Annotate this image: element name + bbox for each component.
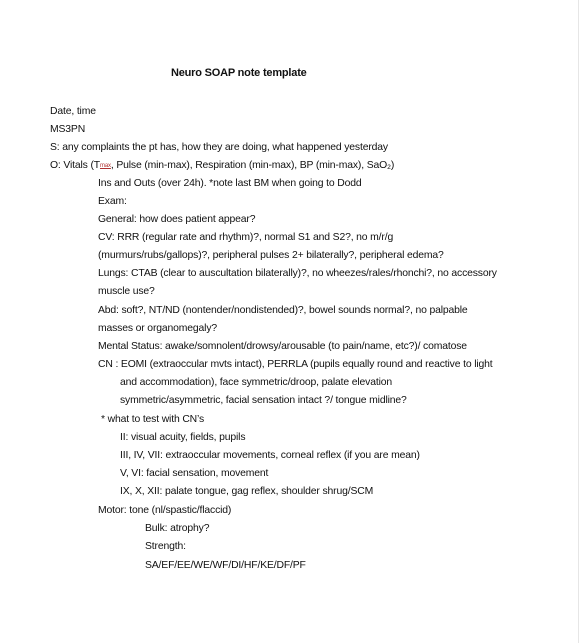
line-what-to-test: * what to test with CN’s	[101, 414, 205, 425]
line-ms3pn: MS3PN	[50, 124, 86, 135]
line-cn-ix-x-xii: IX, X, XII: palate tongue, gag reflex, shoulder shrug/SCM	[120, 486, 374, 497]
line-cn-2: and accommodation), face symmetric/droop, palate elevation	[120, 377, 392, 388]
vitals-tmax-subscript: max	[99, 163, 111, 169]
line-motor: Motor: tone (nl/spastic/flaccid)	[98, 505, 232, 516]
line-ins-outs: Ins and Outs (over 24h). *note last BM when going to Dodd	[98, 178, 362, 189]
line-cn-iii-iv-vii: III, IV, VII: extraoccular movements, corneal reflex (if you are mean)	[120, 450, 420, 461]
line-cv-1: CV: RRR (regular rate and rhythm)?, normal S1 and S2?, no m/r/g	[98, 232, 394, 243]
line-abd-1: Abd: soft?, NT/ND (nontender/nondistended)?, bowel sounds normal?, no palpable	[98, 305, 468, 316]
document-title: Neuro SOAP note template	[171, 67, 307, 79]
vitals-text-end: , Pulse (min-max), Respiration (min-max), BP (min-max), SaO₂)	[110, 160, 395, 171]
line-strength-list: SA/EF/EE/WE/WF/DI/HF/KE/DF/PF	[145, 560, 306, 571]
line-exam: Exam:	[98, 196, 127, 207]
line-lungs-1: Lungs: CTAB (clear to auscultation bilaterally)?, no wheezes/rales/rhonchi?, no accessory	[98, 268, 497, 279]
line-cn-3: symmetric/asymmetric, facial sensation intact ?/ tongue midline?	[120, 395, 407, 406]
line-strength: Strength:	[145, 541, 186, 552]
vitals-text-start: O: Vitals (T	[50, 160, 100, 171]
line-vitals	[50, 159, 394, 173]
line-date-time: Date, time	[50, 106, 96, 117]
line-cn-ii: II: visual acuity, fields, pupils	[120, 432, 246, 443]
line-general: General: how does patient appear?	[98, 214, 256, 225]
line-bulk: Bulk: atrophy?	[145, 523, 210, 534]
line-mental-status: Mental Status: awake/somnolent/drowsy/arousable (to pain/name, etc?)/ comatose	[98, 341, 467, 352]
line-cn-1: CN : EOMI (extraoccular mvts intact), PERRLA (pupils equally round and reactive to light	[98, 359, 493, 370]
line-cn-v-vi: V, VI: facial sensation, movement	[120, 468, 269, 479]
line-cv-2: (murmurs/rubs/gallops)?, peripheral pulses 2+ bilaterally?, peripheral edema?	[98, 250, 444, 261]
line-subjective: S: any complaints the pt has, how they are doing, what happened yesterday	[50, 142, 388, 153]
line-abd-2: masses or organomegaly?	[98, 323, 217, 334]
line-lungs-2: muscle use?	[98, 286, 155, 297]
